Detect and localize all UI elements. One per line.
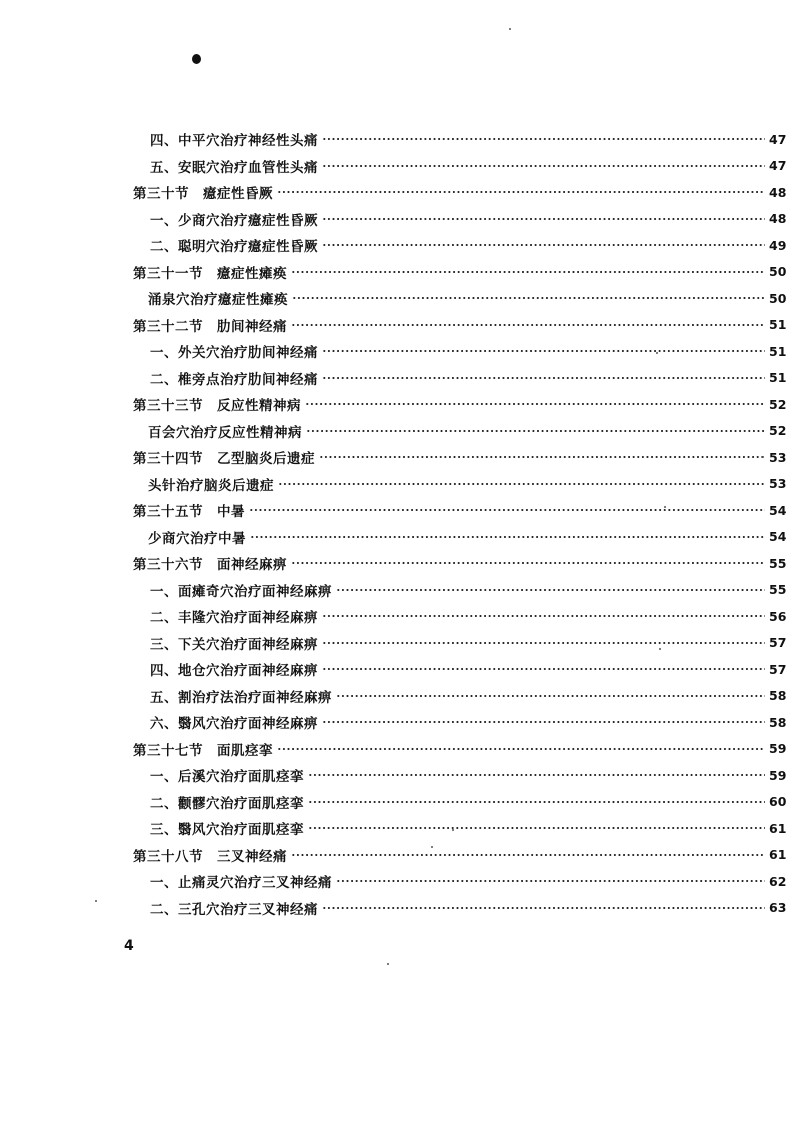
toc-entry [0,153,793,180]
toc-entry [0,603,793,630]
toc-section-entry [0,312,793,339]
toc-entry-title: 四、地仓穴治疗面神经麻痹 [150,663,318,680]
dot-leader [322,610,765,623]
toc-entry-title: 五、安眠穴治疗血管性头痛 [150,159,318,176]
toc-entry [0,365,793,392]
dot-leader [249,504,765,517]
toc-entry-page: 52 [769,423,787,439]
toc-entry-title: 头针治疗脑炎后遗症 [148,477,274,494]
toc-entry [0,630,793,657]
dot-leader [322,159,765,172]
toc-entry-page: 51 [769,317,787,333]
toc-entry-title: 第三十七节 面肌痉挛 [133,742,273,759]
toc-section-entry [0,736,793,763]
toc-entry-title: 六、翳风穴治疗面神经麻痹 [150,716,318,733]
toc-entry [0,206,793,233]
toc-entry-title: 二、颧髎穴治疗面肌痉挛 [150,795,304,812]
toc-entry-page: 49 [769,237,787,253]
toc-entry-page: 61 [769,847,787,863]
dot-leader [308,795,765,808]
toc-section-entry [0,497,793,524]
toc-entry-page: 54 [769,529,787,545]
dot-leader [305,398,765,411]
dot-leader [278,477,765,490]
page-number: 4 [124,938,134,954]
dot-leader [322,239,765,252]
toc-section-entry [0,842,793,869]
dot-leader [291,318,765,331]
dot-leader [322,636,765,649]
toc-entry [0,789,793,816]
toc-entry-page: 50 [769,264,787,280]
toc-entry-title: 一、外关穴治疗肋间神经痛 [150,345,318,362]
toc-entry-title: 二、椎旁点治疗肋间神经痛 [150,371,318,388]
toc-section-entry [0,550,793,577]
toc-entry-page: 48 [769,184,787,200]
toc-section-entry [0,179,793,206]
toc-entry [0,418,793,445]
toc-entry-page: 47 [769,131,787,147]
dot-leader [322,716,765,729]
toc-section-entry [0,391,793,418]
toc-entry-title: 百会穴治疗反应性精神病 [148,424,302,441]
toc-entry [0,815,793,842]
toc-entry-page: 55 [769,555,787,571]
toc-section-entry [0,259,793,286]
dot-leader [277,186,765,199]
toc-entry-title: 少商穴治疗中暑 [148,530,246,547]
toc-entry-page: 47 [769,158,787,174]
toc-entry-page: 62 [769,873,787,889]
toc-section-entry [0,444,793,471]
toc-entry-title: 四、中平穴治疗神经性头痛 [150,133,318,150]
dot-leader [308,822,765,835]
toc-entry-title: 三、翳风穴治疗面肌痉挛 [150,822,304,839]
toc-entry-page: 51 [769,370,787,386]
toc-entry-title: 二、三孔穴治疗三叉神经痛 [150,901,318,918]
toc-entry-title: 第三十六节 面神经麻痹 [133,557,287,574]
toc-entry-title: 二、聪明穴治疗癔症性昏厥 [150,239,318,256]
toc-entry-title: 涌泉穴治疗癔症性瘫痪 [148,292,288,309]
toc-entry-title: 第三十二节 肋间神经痛 [133,318,287,335]
dot-leader [322,371,765,384]
dot-leader [292,292,765,305]
toc-entry-title: 第三十三节 反应性精神病 [133,398,301,415]
dot-leader [336,583,765,596]
toc-entry-title: 第三十节 癔症性昏厥 [133,186,273,203]
toc-entry-title: 一、面瘫奇穴治疗面神经麻痹 [150,583,332,600]
toc-entry-page: 61 [769,820,787,836]
toc-entry [0,709,793,736]
toc-entry-title: 一、后溪穴治疗面肌痉挛 [150,769,304,786]
dot-leader [322,212,765,225]
toc-entry-page: 56 [769,608,787,624]
dot-leader [250,530,765,543]
toc-entry-page: 53 [769,476,787,492]
toc-entry-page: 50 [769,290,787,306]
toc-entry-page: 52 [769,396,787,412]
toc-entry-title: 第三十四节 乙型脑炎后遗症 [133,451,315,468]
toc-entry-page: 54 [769,502,787,518]
toc-entry [0,524,793,551]
toc-entry-page: 63 [769,900,787,916]
dot-leader [308,769,765,782]
dot-leader [306,424,765,437]
toc-entry-title: 一、止痛灵穴治疗三叉神经痛 [150,875,332,892]
toc-entry-title: 第三十五节 中暑 [133,504,245,521]
toc-entry-title: 第三十八节 三叉神经痛 [133,848,287,865]
toc-entry [0,868,793,895]
dot-leader [336,689,765,702]
toc-entry-title: 二、丰隆穴治疗面神经麻痹 [150,610,318,627]
dot-leader [291,265,765,278]
toc-entry [0,471,793,498]
toc-entry [0,126,793,153]
toc-entry-page: 55 [769,582,787,598]
toc-entry-page: 58 [769,714,787,730]
dot-leader [277,742,765,755]
toc-entry [0,338,793,365]
dot-leader [322,901,765,914]
toc-entry-page: 57 [769,635,787,651]
dot-leader [291,557,765,570]
dot-leader [322,663,765,676]
dot-leader [322,133,765,146]
toc-entry [0,577,793,604]
toc-entry-page: 51 [769,343,787,359]
toc-entry [0,285,793,312]
toc-entry [0,232,793,259]
toc-entry-page: 59 [769,767,787,783]
dot-leader [319,451,765,464]
toc-entry-page: 58 [769,688,787,704]
toc-entry-page: 60 [769,794,787,810]
toc-entry-page: 53 [769,449,787,465]
table-of-contents [0,126,793,921]
toc-entry-title: 三、下关穴治疗面神经麻痹 [150,636,318,653]
toc-entry-title: 一、少商穴治疗癔症性昏厥 [150,212,318,229]
bullet-mark [192,54,201,64]
dot-leader [322,345,765,358]
toc-entry-page: 48 [769,211,787,227]
dot-leader [336,875,765,888]
toc-entry-page: 59 [769,741,787,757]
dot-leader [291,848,765,861]
toc-entry [0,895,793,922]
toc-entry [0,656,793,683]
toc-entry [0,683,793,710]
toc-entry-title: 五、割治疗法治疗面神经麻痹 [150,689,332,706]
toc-entry [0,762,793,789]
toc-entry-title: 第三十一节 癔症性瘫痪 [133,265,287,282]
toc-entry-page: 57 [769,661,787,677]
